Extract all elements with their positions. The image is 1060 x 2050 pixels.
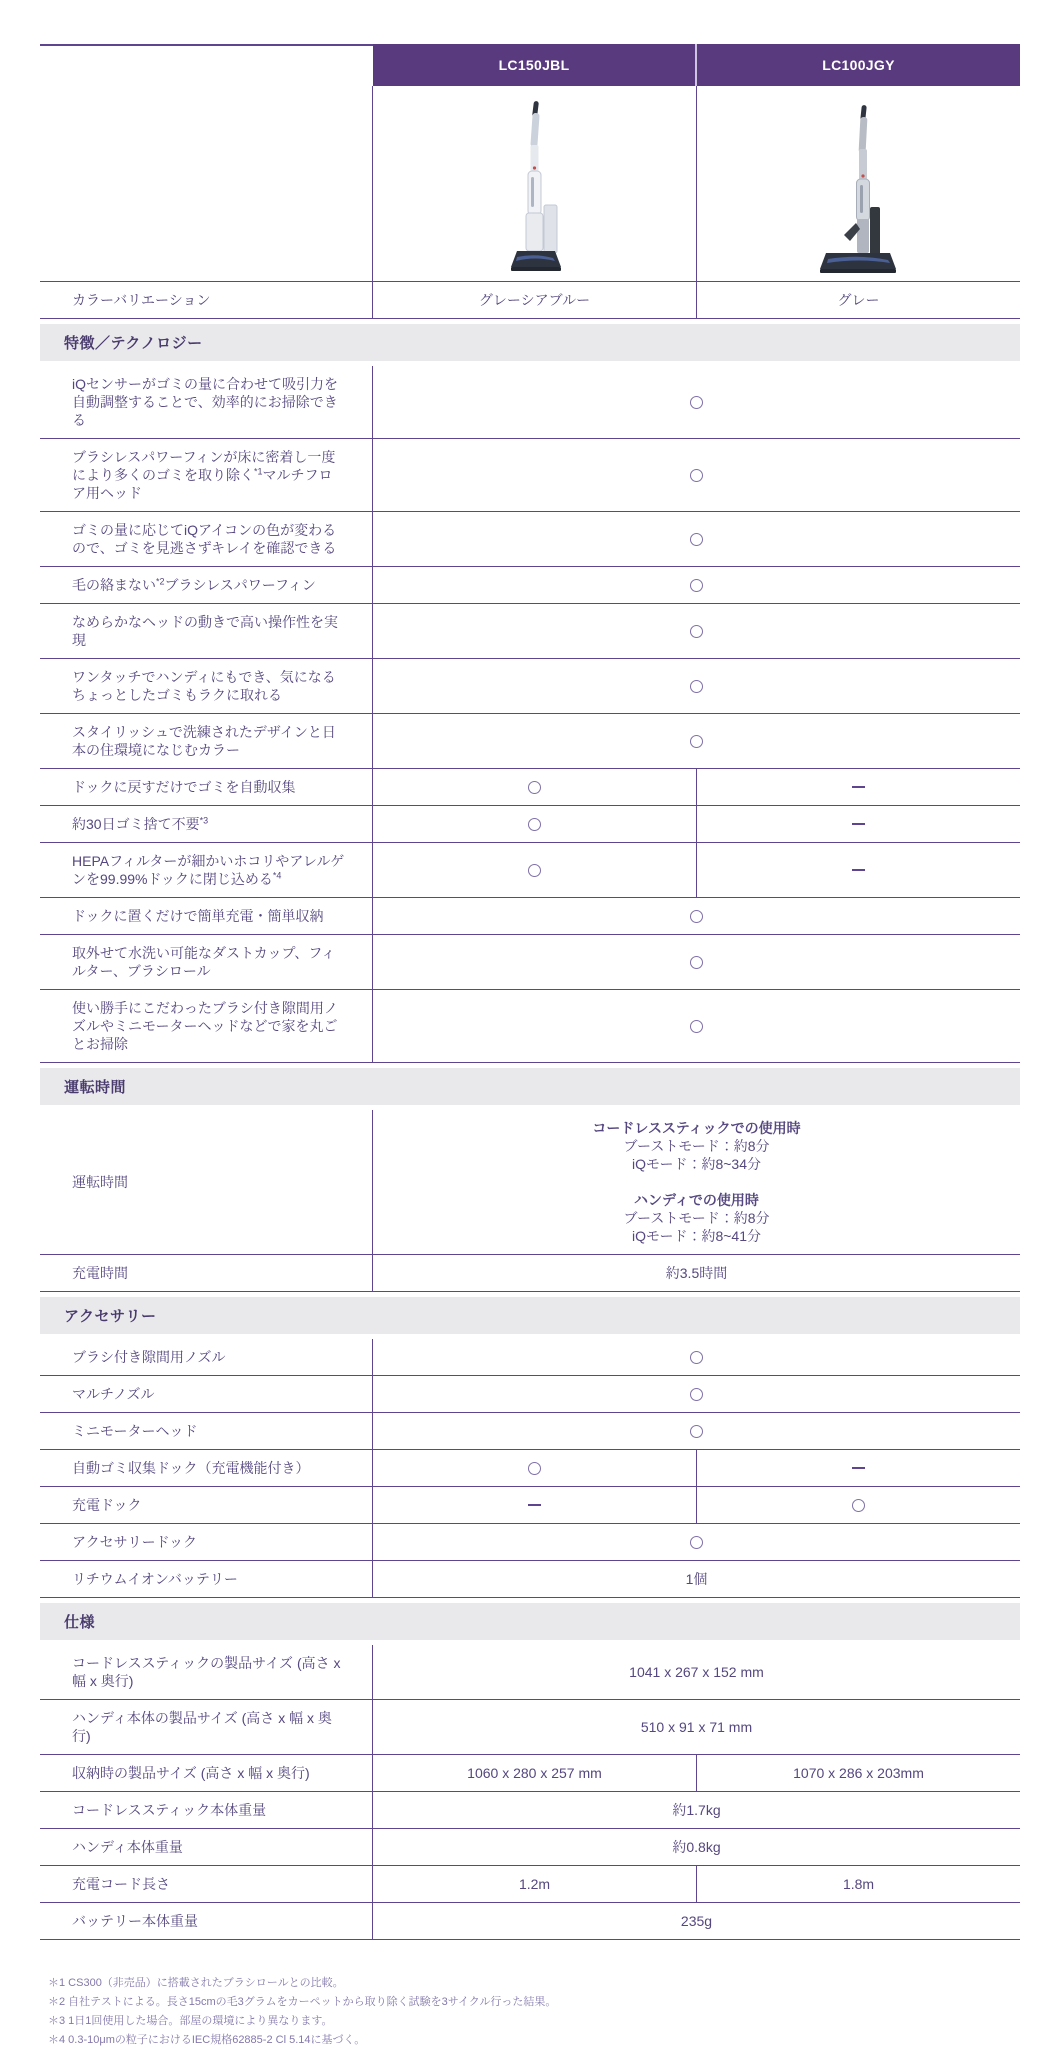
row-label: スタイリッシュで洗練されたデザインと日本の住環境になじむカラー [40,714,373,768]
runtime-line: ブーストモード：約8分 [623,1138,770,1154]
value-cell [697,843,1020,897]
value-text: グレー [837,292,880,308]
row-label: ワンタッチでハンディにもでき、気になるちょっとしたゴミもラクに取れる [40,659,373,713]
included-circle-icon [690,956,703,969]
table-row [40,1524,1020,1561]
value-cell [373,1255,1020,1291]
included-circle-icon [690,396,703,409]
value-text: 1.8m [842,1876,875,1892]
footnote: ＊3 1日1回使用した場合。部屋の環境により異なります。 [48,2015,333,2027]
table-row [40,935,1020,990]
footnote: ＊4 0.3-10μmの粒子におけるIEC規格62885-2 Cl 5.14に基づく。 [48,2034,366,2046]
value-cell [373,1376,1020,1412]
table-row [40,1413,1020,1450]
value-text: 1060 x 280 x 257 mm [467,1765,602,1781]
included-circle-icon [690,1020,703,1033]
value-text: 1.2m [518,1876,551,1892]
value-cell [373,1339,1020,1375]
product-comparison-table [40,44,1020,1940]
included-circle-icon [852,1499,865,1512]
value-cell [697,806,1020,842]
value-cell [373,1829,1020,1865]
value-text: 1個 [685,1571,708,1587]
footnote: ＊1 CS300（非売品）に搭載されたブラシロールとの比較。 [48,1977,344,1989]
row-label: ハンディ本体重量 [40,1829,373,1865]
runtime-line: ブーストモード：約8分 [623,1210,770,1226]
not-included-dash-icon [852,823,865,825]
table-row [40,1339,1020,1376]
table-rows [40,282,1020,1940]
value-cell [697,282,1020,318]
value-cell [373,1755,697,1791]
value-cell [373,1645,1020,1699]
table-row [40,1487,1020,1524]
section-header-row [40,324,1020,361]
table-row [40,714,1020,769]
value-cell [373,512,1020,566]
table-row [40,512,1020,567]
section-header-row [40,1068,1020,1105]
row-label: ハンディ本体の製品サイズ (高さ x 幅 x 奥行) [40,1700,373,1754]
table-row [40,604,1020,659]
not-included-dash-icon [852,786,865,788]
row-label: 充電ドック [40,1487,373,1523]
value-cell [373,935,1020,989]
runtime-mode-heading: コードレススティックでの使用時 [592,1120,801,1136]
value-text: 235g [680,1913,713,1929]
table-row [40,990,1020,1063]
included-circle-icon [690,625,703,638]
table-row [40,1110,1020,1255]
value-cell [373,567,1020,603]
table-row [40,1700,1020,1755]
value-cell [373,1110,1020,1254]
value-cell [373,659,1020,713]
lc100jgy-image-cell [697,86,1020,281]
model-header-lc150jbl: LC150JBL [373,44,697,86]
row-label: ブラシレスパワーフィンが床に密着し一度により多くのゴミを取り除く$^{*1}$マルチフロア用ヘッド [40,439,373,511]
runtime-mode-heading: ハンディでの使用時 [634,1192,759,1208]
table-row [40,1450,1020,1487]
included-circle-icon [690,533,703,546]
section-title: アクセサリー [64,1308,157,1325]
table-row [40,1645,1020,1700]
section-header-row [40,1297,1020,1334]
included-circle-icon [528,864,541,877]
table-row [40,769,1020,806]
row-label: ブラシ付き隙間用ノズル [40,1339,373,1375]
not-included-dash-icon [852,1467,865,1469]
value-cell [373,604,1020,658]
row-label: 充電コード長さ [40,1866,373,1902]
row-label: 約30日ゴミ捨て不要$^{*3}$ [40,806,373,842]
row-label: リチウムイオンバッテリー [40,1561,373,1597]
lc100jgy-stick-vacuum-image [804,103,914,275]
section-title: 運転時間 [64,1079,127,1096]
table-row [40,1755,1020,1792]
row-label: HEPAフィルターが細かいホコリやアレルゲンを99.99%ドックに閉じ込める$^{*4}$ [40,843,373,897]
row-label: バッテリー本体重量 [40,1903,373,1939]
value-cell [373,714,1020,768]
row-label: ドックに戻すだけでゴミを自動収集 [40,769,373,805]
table-row [40,282,1020,319]
table-row [40,1561,1020,1598]
value-cell [373,806,697,842]
included-circle-icon [528,781,541,794]
row-label: マルチノズル [40,1376,373,1412]
value-cell [373,898,1020,934]
section-title: 仕様 [64,1614,96,1631]
included-circle-icon [690,1536,703,1549]
table-row [40,1376,1020,1413]
value-text: 約1.7kg [672,1802,721,1818]
value-cell [697,1450,1020,1486]
row-label: カラーバリエーション [40,282,373,318]
runtime-detail [592,1119,800,1245]
table-row [40,1866,1020,1903]
table-row [40,567,1020,604]
included-circle-icon [690,469,703,482]
row-label: 使い勝手にこだわったブラシ付き隙間用ノズルやミニモーターヘッドなどで家を丸ごとお掃除 [40,990,373,1062]
included-circle-icon [690,735,703,748]
header-corner-cell [40,44,373,86]
value-cell [697,1487,1020,1523]
value-cell [373,282,697,318]
included-circle-icon [690,1351,703,1364]
footnote: ＊2 自社テストによる。長さ15cmの毛3グラムをカーペットから取り除く試験を3サイクル行った結果。 [48,1996,557,2008]
runtime-line: iQモード：約8~41分 [632,1228,761,1244]
value-cell [697,769,1020,805]
table-row [40,843,1020,898]
value-cell [373,1792,1020,1828]
row-label: ドックに置くだけで簡単充電・簡単収納 [40,898,373,934]
table-row [40,659,1020,714]
table-row [40,439,1020,512]
table-row [40,1829,1020,1866]
value-text: グレーシアブルー [478,292,591,308]
model-header-lc100jgy: LC100JGY [697,44,1020,86]
value-cell [697,1755,1020,1791]
value-cell [373,1487,697,1523]
row-label: コードレススティックの製品サイズ (高さ x 幅 x 奥行) [40,1645,373,1699]
row-label: 収納時の製品サイズ (高さ x 幅 x 奥行) [40,1755,373,1791]
footnotes [48,1974,1020,2050]
included-circle-icon [528,818,541,831]
included-circle-icon [528,1462,541,1475]
table-row [40,898,1020,935]
value-cell [373,1561,1020,1597]
value-text: 510 x 91 x 71 mm [640,1719,753,1735]
included-circle-icon [690,910,703,923]
value-cell [373,1866,697,1902]
row-label: iQセンサーがゴミの量に合わせて吸引力を自動調整することで、効率的にお掃除できる [40,366,373,438]
value-text: 約3.5時間 [665,1265,728,1281]
row-label: 充電時間 [40,1255,373,1291]
included-circle-icon [690,1388,703,1401]
table-row [40,1255,1020,1292]
value-cell [373,1413,1020,1449]
lc150jbl-stick-vacuum-with-dock-image [487,97,583,275]
model-header-row [40,44,1020,86]
value-cell [697,1866,1020,1902]
value-cell [373,1450,697,1486]
value-cell [373,1700,1020,1754]
row-label: 自動ゴミ収集ドック（充電機能付き） [40,1450,373,1486]
row-label: 取外せて水洗い可能なダストカップ、フィルター、ブラシロール [40,935,373,989]
row-label: 運転時間 [40,1110,373,1254]
table-row [40,1792,1020,1829]
table-row [40,366,1020,439]
section-header-row [40,1603,1020,1640]
product-image-row [40,86,1020,282]
not-included-dash-icon [852,869,865,871]
row-label: コードレススティック本体重量 [40,1792,373,1828]
value-text: 1041 x 267 x 152 mm [629,1664,764,1680]
value-text: 1070 x 286 x 203mm [793,1765,924,1781]
runtime-line: iQモード：約8~34分 [632,1156,761,1172]
not-included-dash-icon [528,1504,541,1506]
value-cell [373,843,697,897]
included-circle-icon [690,1425,703,1438]
value-cell [373,769,697,805]
row-label: なめらかなヘッドの動きで高い操作性を実現 [40,604,373,658]
value-cell [373,439,1020,511]
included-circle-icon [690,579,703,592]
section-title: 特徴／テクノロジー [64,335,203,352]
table-row [40,1903,1020,1940]
value-text: 約0.8kg [672,1839,721,1855]
table-row [40,806,1020,843]
value-cell [373,366,1020,438]
image-row-empty-label-cell [40,86,373,281]
value-cell [373,990,1020,1062]
row-label: ゴミの量に応じてiQアイコンの色が変わるので、ゴミを見逃さずキレイを確認できる [40,512,373,566]
value-cell [373,1524,1020,1560]
lc150jbl-image-cell [373,86,697,281]
row-label: 毛の絡まない$^{*2}$ブラシレスパワーフィン [40,567,373,603]
row-label: アクセサリードック [40,1524,373,1560]
value-cell [373,1903,1020,1939]
included-circle-icon [690,680,703,693]
row-label: ミニモーターヘッド [40,1413,373,1449]
